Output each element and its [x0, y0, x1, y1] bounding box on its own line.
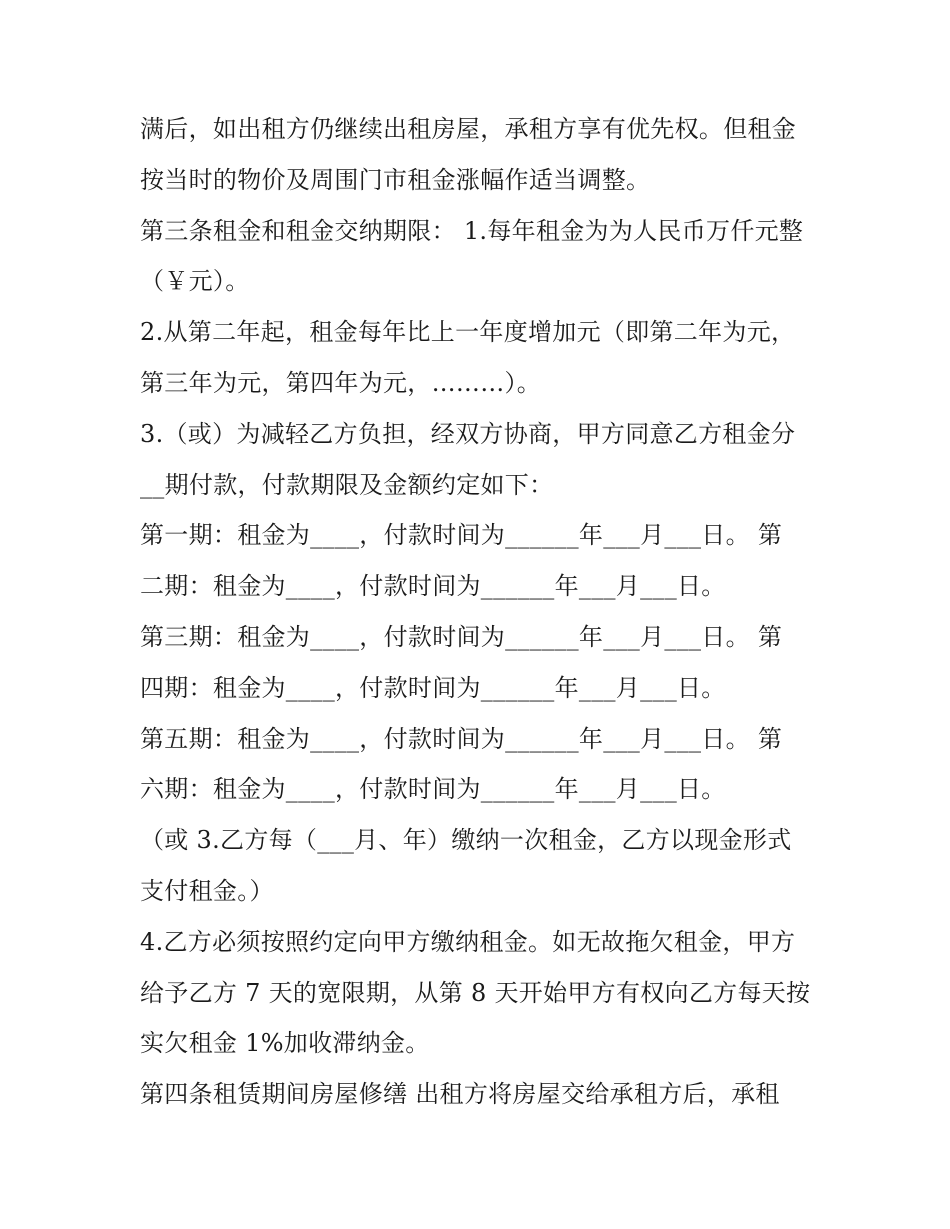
text-line: 第三年为元，第四年为元，………）。: [140, 368, 542, 397]
text-line: 实欠租金 1%加收滞纳金。: [140, 1029, 430, 1058]
text-line: 第三条租金和租金交纳期限： 1.每年租金为为人民币万仟元整: [140, 216, 804, 245]
text-line: 4.乙方必须按照约定向甲方缴纳租金。如无故拖欠租金，甲方: [140, 927, 796, 956]
text-line: 3.（或）为减轻乙方负担，经双方协商，甲方同意乙方租金分: [140, 419, 796, 448]
text-line: 给予乙方 7 天的宽限期，从第 8 天开始甲方有权向乙方每天按: [140, 978, 811, 1007]
text-line: 二期：租金为____，付款时间为______年___月___日。: [140, 572, 726, 601]
text-line: （或 3.乙方每（___月、年）缴纳一次租金，乙方以现金形式: [140, 826, 792, 855]
text-line: 第四条租赁期间房屋修缮 出租方将房屋交给承租方后，承租: [140, 1080, 780, 1109]
text-line: 第一期：租金为____，付款时间为______年___月___日。 第: [140, 521, 783, 550]
text-line: 支付租金。）: [140, 876, 274, 905]
text-line: 按当时的物价及周围门市租金涨幅作适当调整。: [140, 165, 651, 194]
text-line: 满后，如出租方仍继续出租房屋，承租方享有优先权。但租金: [140, 115, 797, 143]
text-line: 六期：租金为____，付款时间为______年___月___日。: [140, 775, 726, 804]
text-line: 第五期：租金为____，付款时间为______年___月___日。 第: [140, 724, 783, 753]
document-body: [140, 104, 820, 1120]
text-line: 2.从第二年起，租金每年比上一年度增加元（即第二年为元，: [140, 318, 796, 347]
text-line: 四期：租金为____，付款时间为______年___月___日。: [140, 673, 726, 702]
text-line: （￥元）。: [140, 267, 250, 296]
text-line: __期付款，付款期限及金额约定如下：: [140, 470, 554, 499]
text-line: 第三期：租金为____，付款时间为______年___月___日。 第: [140, 622, 783, 651]
